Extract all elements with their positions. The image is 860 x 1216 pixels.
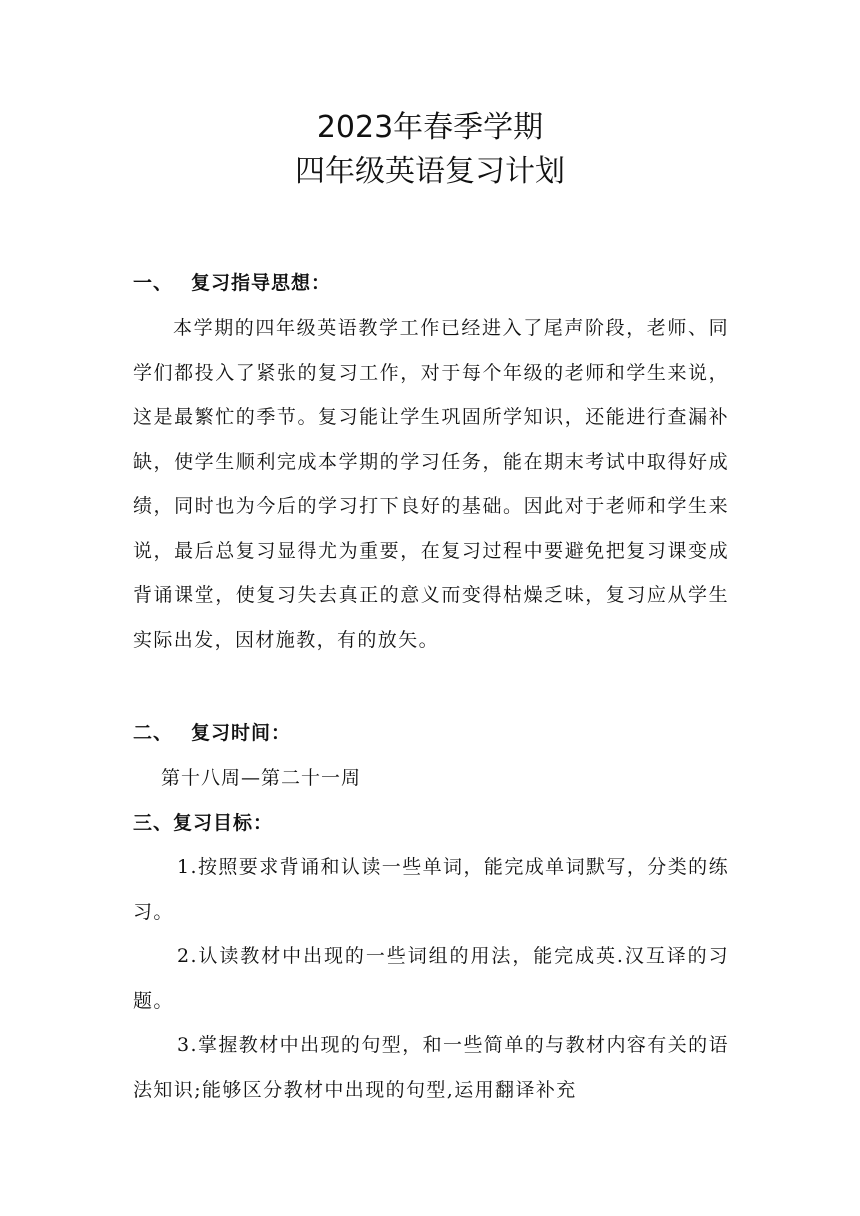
document-title-line2: 四年级英语复习计划 [295,154,565,189]
section-3-title: 三、复习目标： [133,812,274,834]
section-1-title: 复习指导思想： [191,272,332,294]
document-title-line1: 2023年春季学期 [316,110,544,145]
section-2-number: 二、 [133,722,174,744]
section-2-body: 第十八周—第二十一周 [161,767,362,789]
goal-item-1: 1.按照要求背诵和认读一些单词，能完成单词默写，分类的练习。 [133,856,729,923]
section-1-body: 本学期的四年级英语教学工作已经进入了尾声阶段，老师、同学们都投入了紧张的复习工作，对于每个年级的老师和学生来说，这是最繁忙的季节。复习能让学生巩固所学知识，还能进行查漏补缺，使学生顺利完成本学期的学习任务，能在期末考试中取得好成绩，同时也为今后的学习打下良好的基础。因此对于老师和学生来说，最后总复习显得尤为重要，在复习过程中要避免把复习课变成背诵课堂，使复习失去真正的意义而变得枯燥乏味，复习应从学生实际出发，因材施教，有的放矢。 [133,317,729,651]
goal-item-3: 3.掌握教材中出现的句型，和一些简单的与教材内容有关的语法知识;能够区分教材中出现的句型,运用翻译补充 [133,1034,729,1101]
section-2-heading [133,720,291,746]
section-1-number: 一、 [133,272,174,294]
section-2-title: 复习时间： [191,722,292,744]
section-1-heading [133,270,331,296]
section-3-heading [133,810,273,836]
goal-item-2: 2.认读教材中出现的一些词组的用法，能完成英.汉互译的习题。 [133,945,729,1012]
